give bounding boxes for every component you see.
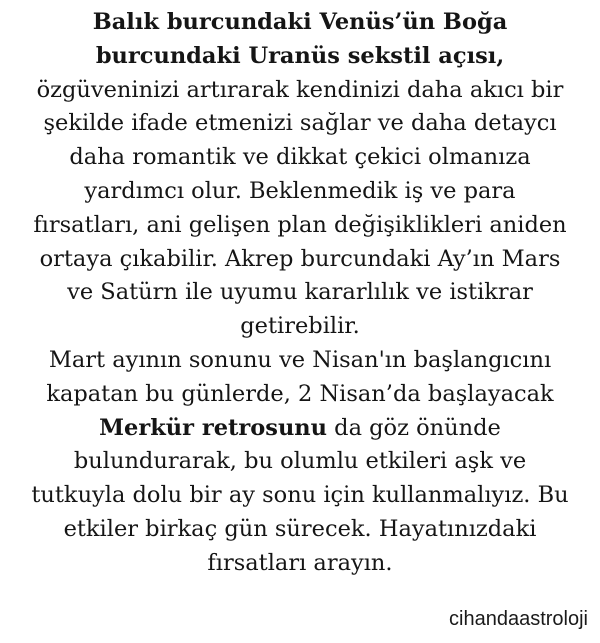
- text-line: ortaya çıkabilir. Akrep burcundaki Ay’ın Mars: [39, 245, 561, 272]
- text-line: daha romantik ve dikkat çekici olmanıza: [69, 144, 531, 171]
- post-text: [0, 6, 600, 581]
- paragraph-mercury-retrograde: [0, 344, 600, 581]
- paragraph-venus-uranus: [0, 6, 600, 344]
- text-line: tutkuyla dolu bir ay sonu için kullanmalıyız. Bu: [31, 482, 569, 509]
- mercury-retrograde-emphasis: Merkür retrosunu: [99, 414, 328, 441]
- text-line: kapatan bu günlerde, 2 Nisan’da başlayacak: [46, 380, 554, 407]
- text-fragment: da göz önünde: [327, 414, 501, 441]
- text-line-mixed: [0, 412, 600, 446]
- text-line: Mart ayının sonunu ve Nisan'ın başlangıcını: [48, 346, 552, 373]
- text-line: fırsatları, ani gelişen plan değişiklikleri aniden: [33, 211, 567, 238]
- account-watermark: cihandaastroloji: [449, 608, 588, 630]
- text-line: özgüveninizi artırarak kendinizi daha akıcı bir: [36, 76, 564, 103]
- text-line: getirebilir.: [240, 313, 360, 340]
- text-line: yardımcı olur. Beklenmedik iş ve para: [84, 177, 516, 204]
- text-line: etkiler birkaç gün sürecek. Hayatınızdaki: [63, 515, 537, 542]
- text-line: bulundurarak, bu olumlu etkileri aşk ve: [73, 448, 527, 475]
- heading-line-1: Balık burcundaki Venüs’ün Boğa: [92, 9, 508, 35]
- text-line: şekilde ifade etmenizi sağlar ve daha detaycı: [43, 110, 557, 137]
- text-line: ve Satürn ile uyumu kararlılık ve istikrar: [67, 279, 533, 306]
- heading-line-2: burcundaki Uranüs sekstil açısı,: [95, 42, 505, 69]
- text-line: fırsatları arayın.: [207, 549, 393, 576]
